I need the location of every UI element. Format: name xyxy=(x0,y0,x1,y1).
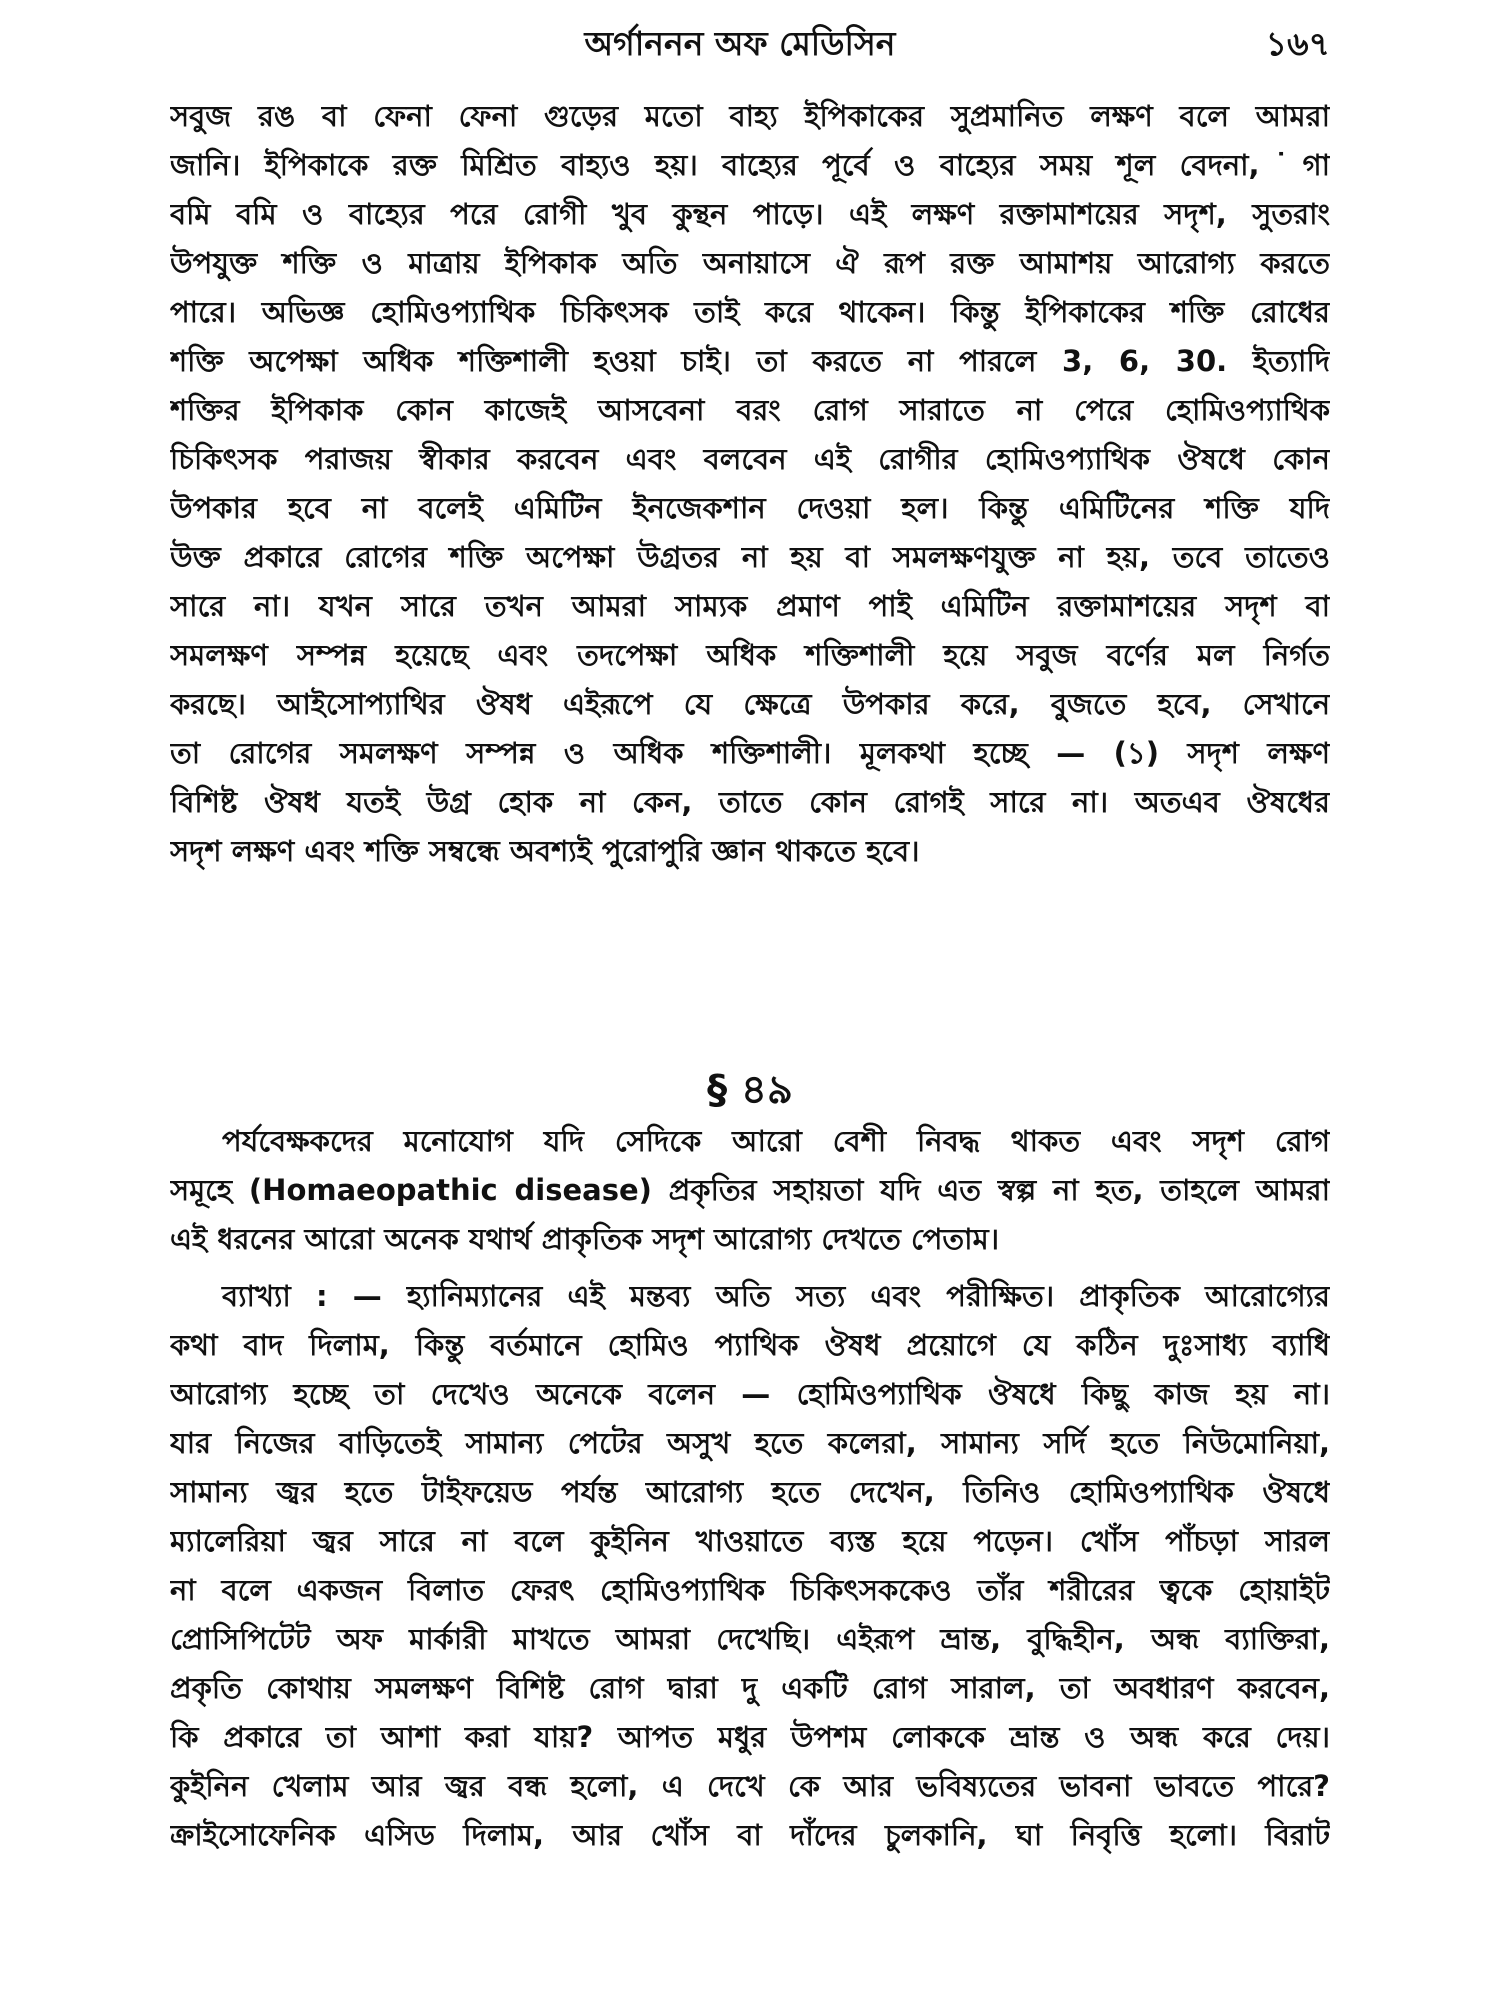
explanation-paragraph xyxy=(170,1272,1330,1860)
text-line: শক্তির ইপিকাক কোন কাজেই আসবেনা বরং রোগ সারাতে না পেরে হোমিওপ্যাথিক xyxy=(170,393,1330,427)
text-line: পর্যবেক্ষকদের মনোযোগ যদি সেদিকে আরো বেশী নিবদ্ধ থাকত এবং সদৃশ রোগ xyxy=(222,1124,1330,1158)
text-line: জানি। ইপিকাকে রক্ত মিশ্রিত বাহ্যও হয়। বাহ্যের পূর্বে ও বাহ্যের সময় শূল বেদনা,˙গা xyxy=(170,148,1330,182)
text-line: সারে না। যখন সারে তখন আমরা সাম্যক প্রমাণ পাই এমিটিন রক্তামাশয়ের সদৃশ বা xyxy=(170,589,1330,623)
text-line: কি প্রকারে তা আশা করা যায়? আপত মধুর উপশম লোককে ভ্রান্ত ও অন্ধ করে দেয়। xyxy=(170,1720,1330,1754)
paragraph-continued xyxy=(170,92,1330,876)
text-line: করছে। আইসোপ্যাথির ঔষধ এইরূপে যে ক্ষেত্রে উপকার করে, বুজতে হবে, সেখানে xyxy=(170,687,1330,721)
text-line: কথা বাদ দিলাম, কিন্তু বর্তমানে হোমিও প্যাথিক ঔষধ প্রয়োগে যে কঠিন দুঃসাধ্য ব্যাধি xyxy=(170,1328,1330,1362)
text-line: সবুজ রঙ বা ফেনা ফেনা গুড়ের মতো বাহ্য ইপিকাকের সুপ্রমানিত লক্ষণ বলে আমরা xyxy=(170,99,1330,133)
page-header xyxy=(150,14,1330,70)
running-title: অর্গাননন অফ মেডিসিন xyxy=(584,24,896,63)
text-line: সমূহে (Homaeopathic disease) প্রকৃতির সহায়তা যদি এত স্বল্প না হত, তাহলে আমরা xyxy=(170,1173,1330,1207)
text-line: পারে। অভিজ্ঞ হোমিওপ্যাথিক চিকিৎসক তাই করে থাকেন। কিন্তু ইপিকাকের শক্তি রোধের xyxy=(170,295,1330,329)
text-line: ম্যালেরিয়া জ্বর সারে না বলে কুইনিন খাওয়াতে ব্যস্ত হয়ে পড়েন। খোঁস পাঁচড়া সারল xyxy=(170,1524,1330,1558)
text-line: ক্রাইসোফেনিক এসিড দিলাম, আর খোঁস বা দাঁদের চুলকানি, ঘা নিবৃত্তি হলো। বিরাট xyxy=(170,1818,1330,1852)
text-line: না বলে একজন বিলাত ফেরৎ হোমিওপ্যাথিক চিকিৎসককেও তাঁর শরীরের ত্বকে হোয়াইট xyxy=(170,1573,1330,1607)
text-line: বমি বমি ও বাহ্যের পরে রোগী খুব কুন্থন পাড়ে। এই লক্ষণ রক্তামাশয়ের সদৃশ, সুতরাং xyxy=(170,197,1330,231)
text-line: উপকার হবে না বলেই এমিটিন ইনজেকশান দেওয়া হল। কিন্তু এমিটিনের শক্তি যদি xyxy=(170,491,1330,525)
text-line: কুইনিন খেলাম আর জ্বর বন্ধ হলো, এ দেখে কে আর ভবিষ্যতের ভাবনা ভাবতে পারে? xyxy=(170,1769,1330,1803)
text-line xyxy=(170,1272,1330,1321)
explanation-label: ব্যাখ্যা : xyxy=(222,1279,328,1313)
section-paragraph xyxy=(170,1117,1330,1264)
text-line: সামান্য জ্বর হতে টাইফয়েড পর্যন্ত আরোগ্য হতে দেখেন, তিনিও হোমিওপ্যাথিক ঔষধে xyxy=(170,1475,1330,1509)
text-line: চিকিৎসক পরাজয় স্বীকার করবেন এবং বলবেন এই রোগীর হোমিওপ্যাথিক ঔষধে কোন xyxy=(170,442,1330,476)
text-line: প্রকৃতি কোথায় সমলক্ষণ বিশিষ্ট রোগ দ্বারা দু একটি রোগ সারাল, তা অবধারণ করবেন, xyxy=(170,1671,1330,1705)
text-line: এই ধরনের আরো অনেক যথার্থ প্রাকৃতিক সদৃশ আরোগ্য দেখতে পেতাম। xyxy=(170,1222,1000,1256)
text-line: যার নিজের বাড়িতেই সামান্য পেটের অসুখ হতে কলেরা, সামান্য সর্দি হতে নিউমোনিয়া, xyxy=(170,1426,1330,1460)
text-line: শক্তি অপেক্ষা অধিক শক্তিশালী হওয়া চাই। তা করতে না পারলে 3, 6, 30. ইত্যাদি xyxy=(170,344,1330,378)
text-line: সদৃশ লক্ষণ এবং শক্তি সম্বন্ধে অবশ্যই পুরোপুরি জ্ঞান থাকতে হবে। xyxy=(170,834,920,868)
text-line: প্রোসিপিটেট অফ মার্কারী মাখতে আমরা দেখেছি। এইরূপ ভ্রান্ত, বুদ্ধিহীন, অন্ধ ব্যাক্তিরা, xyxy=(170,1622,1330,1656)
explanation-first-line: — হ্যানিম্যানের এই মন্তব্য অতি সত্য এবং পরীক্ষিত। প্রাকৃতিক আরোগ্যের xyxy=(352,1279,1330,1313)
text-line: তা রোগের সমলক্ষণ সম্পন্ন ও অধিক শক্তিশালী। মূলকথা হচ্ছে — (১) সদৃশ লক্ষণ xyxy=(170,736,1330,770)
page-number: ১৬৭ xyxy=(1265,24,1330,63)
text-line: আরোগ্য হচ্ছে তা দেখেও অনেকে বলেন — হোমিওপ্যাথিক ঔষধে কিছু কাজ হয় না। xyxy=(170,1377,1330,1411)
text-line: সমলক্ষণ সম্পন্ন হয়েছে এবং তদপেক্ষা অধিক শক্তিশালী হয়ে সবুজ বর্ণের মল নির্গত xyxy=(170,638,1330,672)
text-line: উক্ত প্রকারে রোগের শক্তি অপেক্ষা উগ্রতর না হয় বা সমলক্ষণযুক্ত না হয়, তবে তাতেও xyxy=(170,540,1330,574)
text-line: বিশিষ্ট ঔষধ যতই উগ্র হোক না কেন, তাতে কোন রোগই সারে না। অতএব ঔষধের xyxy=(170,785,1330,819)
text-line: উপযুক্ত শক্তি ও মাত্রায় ইপিকাক অতি অনায়াসে ঐ রূপ রক্ত আমাশয় আরোগ্য করতে xyxy=(170,246,1330,280)
section-heading: § ৪৯ xyxy=(707,1067,793,1113)
